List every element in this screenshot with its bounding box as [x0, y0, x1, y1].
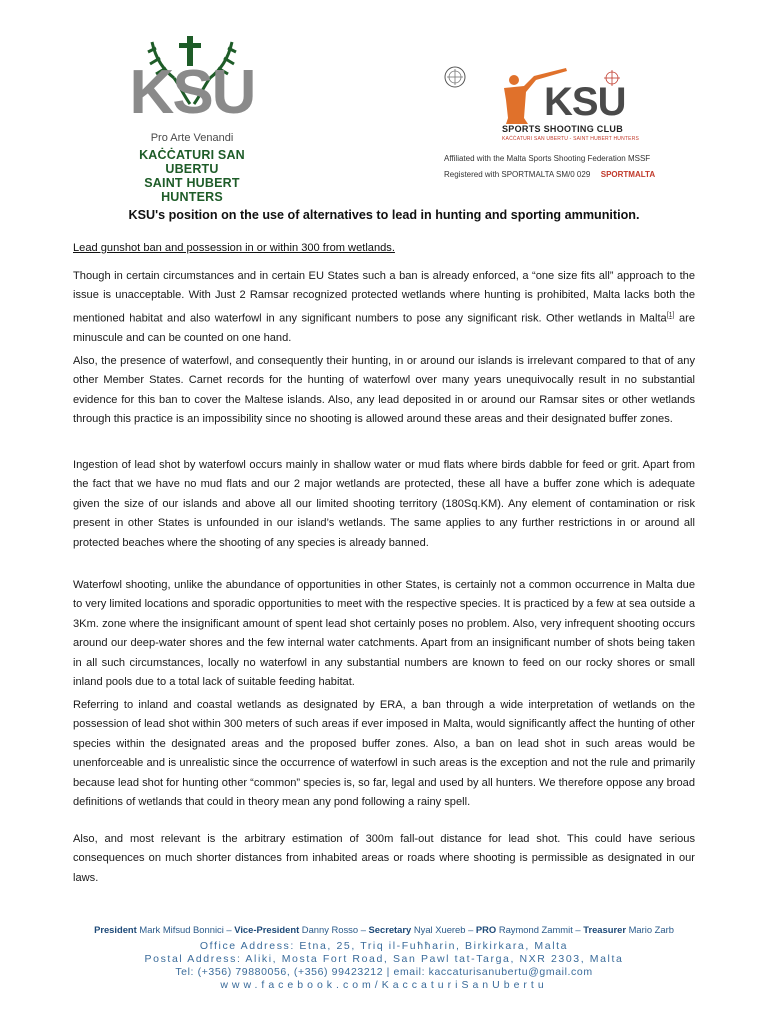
- paragraph-4: Waterfowl shooting, unlike the abundance of opportunities in other States, is certainly not a common occurrence in Malta due to very limited locations and sporadic opportunities to meet with the respective species. It is practiced by a few at sea outside a 3Km. zone where the insignificant amount of spent lead shot certainly poses no problem. Also, very infrequent shooting occurs around our deep-water shores and the few internal water catchments. Apart from an insignificant number of shots being taken in all such circumstances, locally no waterfowl in any substantial numbers are known to feed on our rocky shores or small inland pools due to a total lack of suitable feeding habitat.: [73, 579, 695, 689]
- sports-shooting-club-logo: [444, 66, 704, 186]
- tagline: Pro Arte Venandi: [150, 132, 234, 144]
- org-name: [112, 148, 272, 204]
- mssf-seal-icon: [444, 66, 466, 88]
- officer-name: Mario Zarb: [625, 924, 674, 935]
- footnote-reference[interactable]: [1]: [666, 311, 675, 319]
- ksu-hunters-logo: [112, 34, 272, 204]
- officer-name: Mark Mifsud Bonnici –: [136, 924, 235, 935]
- officer-role: Vice-President: [234, 924, 300, 935]
- affiliation-text: Affiliated with the Malta Sports Shooting Federation MSSF: [444, 154, 651, 163]
- paragraph-1: [73, 267, 695, 348]
- office-address: Office Address: Etna, 25, Triq il-Fuħħarin, Birkirkara, Malta: [199, 940, 569, 952]
- paragraph-1-text: Though in certain circumstances and in certain EU States such a ban is already enforced, a “one size fits all” approach to the issue is unacceptable. With Just 2 Ramsar recognized protected wetlands where hunting is prohibited, Malta lacks both the mentioned habitat and also waterfowl in any significant numbers to pose any significant risk. Other wetlands in Malta: [73, 270, 695, 325]
- org-name-line1: KAĊĊATURI SAN UBERTU: [139, 148, 245, 176]
- contact-info[interactable]: Tel: (+356) 79880056, (+356) 99423212 | email: kaccaturisanubertu@gmail.com: [175, 966, 593, 978]
- sportmalta-brand: SPORTMALTA: [600, 170, 656, 179]
- paragraph-1-end: are minuscule and can be counted on one hand.: [73, 312, 695, 344]
- officer-name: Nyal Xuereb –: [411, 924, 476, 935]
- postal-address: Postal Address: Aliki, Mosta Fort Road, San Pawl tat-Targa, NXR 2303, Malta: [144, 953, 624, 965]
- paragraph-6: Also, and most relevant is the arbitrary estimation of 300m fall-out distance for lead shot. This could have serious consequences on much shorter distances from inhabited areas or roads where shooting is permissible as designated in our laws.: [73, 833, 695, 884]
- registration-prefix: Registered with SPORTMALTA SM/0 029: [444, 170, 591, 179]
- officer-name: Raymond Zammit –: [496, 924, 584, 935]
- club-name: SPORTS SHOOTING CLUB: [502, 124, 624, 134]
- officer-role: Treasurer: [583, 924, 626, 935]
- registration-text: [444, 170, 655, 179]
- ksu-letters: KSU: [129, 58, 255, 127]
- document-title: KSU's position on the use of alternatives to lead in hunting and sporting ammunition.: [128, 208, 640, 222]
- club-subtitle: KAĊĊATURI SAN UBERTU - SAINT HUBERT HUNTERS: [502, 136, 640, 142]
- org-name-line2: SAINT HUBERT HUNTERS: [144, 176, 240, 204]
- officer-role: Secretary: [368, 924, 412, 935]
- officer-role: President: [94, 924, 137, 935]
- section-subheading: Lead gunshot ban and possession in or within 300 from wetlands.: [73, 242, 395, 254]
- officer-role: PRO: [475, 924, 497, 935]
- paragraph-3: Ingestion of lead shot by waterfowl occurs mainly in shallow water or mud flats where birds dabble for feed or grit. Apart from the fact that we have no mud flats and our 2 major wetlands are protected, these all have a buffer zone which is adequate given the size of our islands and above all our limited shooting territory (180Sq.KM). Any element of contamination or risk present in other States is unfounded in our island’s wetlands. The same applies to any further restrictions in or around all protected beaches where the shooting of any species is already banned.: [73, 459, 695, 549]
- paragraph-5: Referring to inland and coastal wetlands as designated by ERA, a ban through a wide interpretation of wetlands on the possession of lead shot within 300 meters of such areas if ever imposed in Malta, would significantly affect the hunting of other species within the designated areas and the proposed buffer zones. Also, a ban on lead shot in such areas would be unenforceable and is unrealistic since the occurrence of waterfowl in such areas is the exception and not the rule and primarily because lead shot for hunting other “common” species is, so far, legal and used by all hunters. We therefore oppose any broad definitions of wetlands that could in theory mean any pond following a rainy spell.: [73, 699, 695, 809]
- ksu-letters-right: KSU: [544, 80, 626, 124]
- facebook-link[interactable]: www.facebook.com/KaccaturiSanUbertu: [220, 979, 548, 991]
- officer-name: Danny Rosso –: [299, 924, 369, 935]
- footer-officers: [0, 924, 768, 935]
- paragraph-2: Also, the presence of waterfowl, and consequently their hunting, in or around our islands is irrelevant compared to that of any other Member States. Carnet records for the hunting of waterfowl over many years unequivocally result in no substantial evidence for this ban to cover the Maltese islands. Also, any lead deposited in or around our Ramsar sites or other wetlands through this practice is an impossibility since no shooting is allowed around these areas and their designated buffer zones.: [73, 355, 695, 426]
